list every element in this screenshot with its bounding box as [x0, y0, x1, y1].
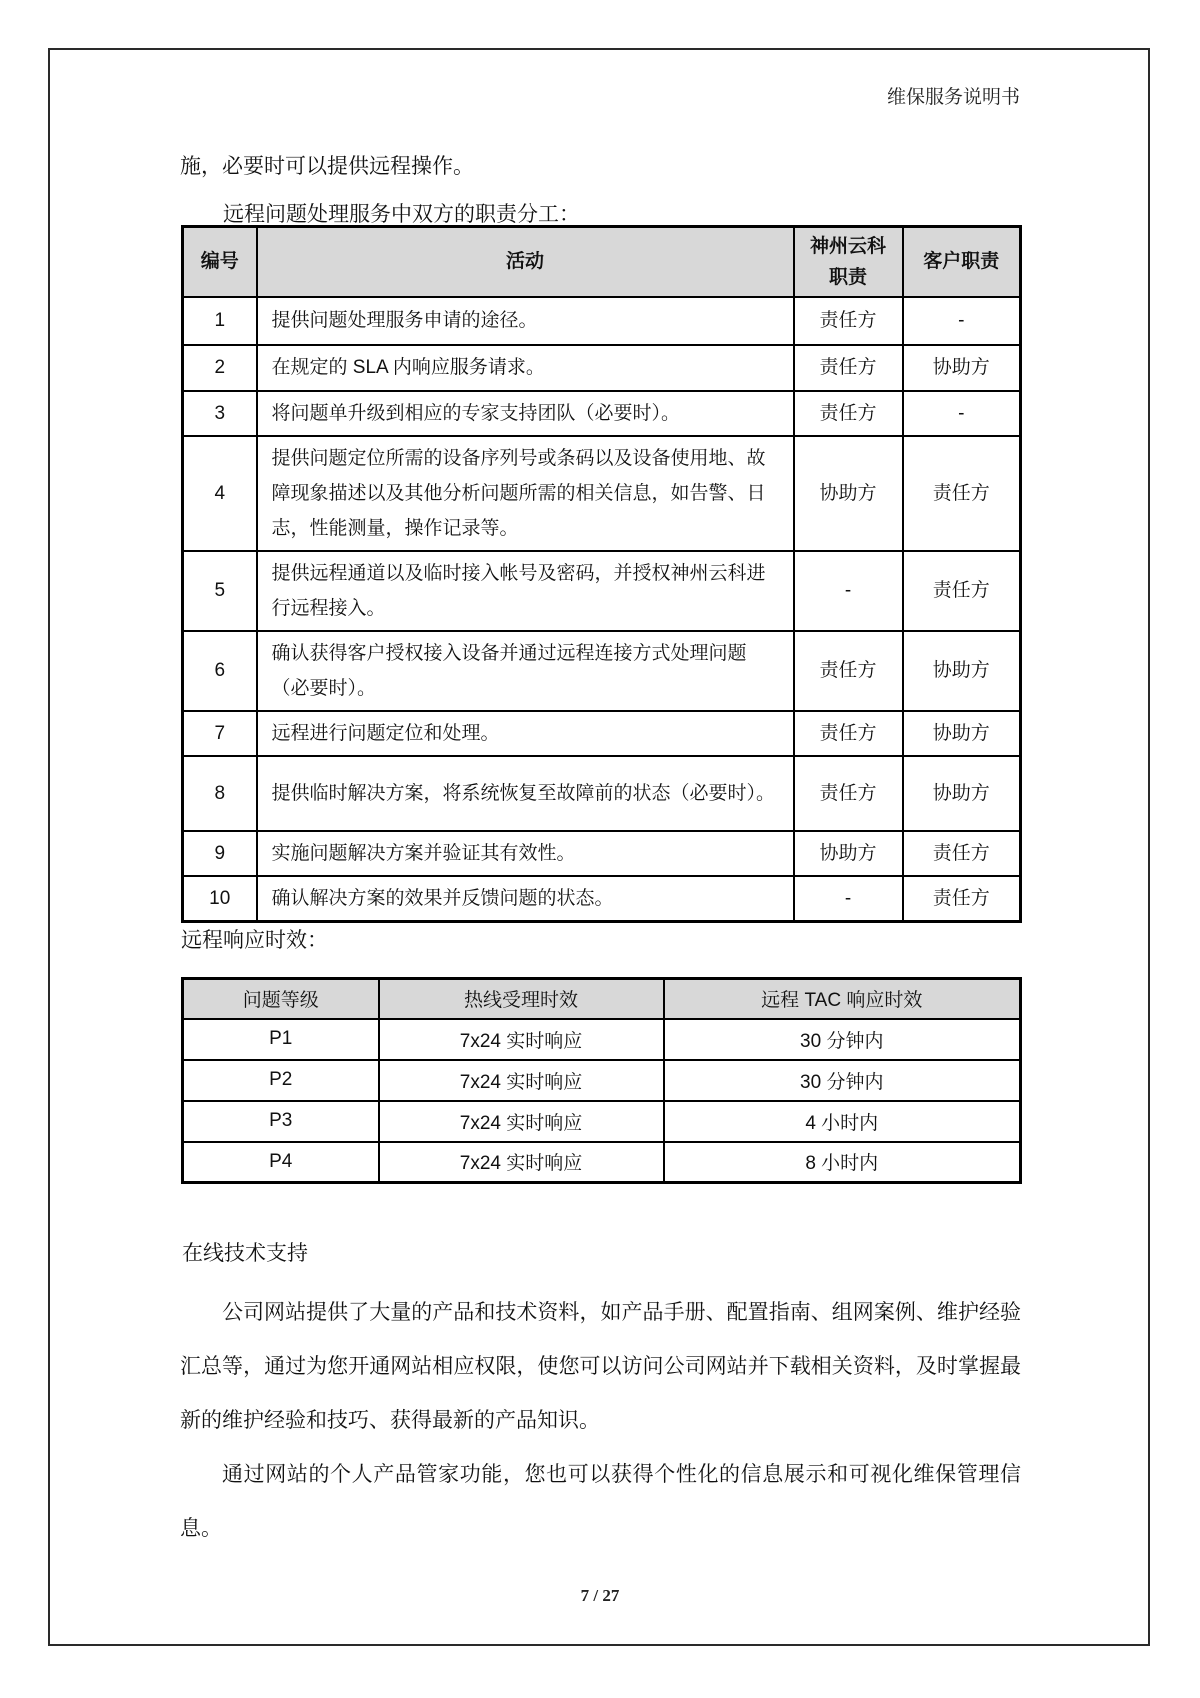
response-time-table — [181, 977, 1022, 1184]
page-number: 7 / 27 — [580, 1586, 620, 1605]
cell-dcn-role: 协助方 — [794, 436, 903, 551]
cell-activity: 提供远程通道以及临时接入帐号及密码，并授权神州云科进行远程接入。 — [257, 551, 794, 631]
table-row — [183, 345, 1021, 391]
cell-activity: 在规定的 SLA 内响应服务请求。 — [257, 345, 794, 391]
cell-customer-role: - — [903, 297, 1021, 345]
table-row — [183, 551, 1021, 631]
cell-no: 6 — [183, 631, 257, 711]
responsibility-table — [181, 225, 1022, 923]
cell-customer-role: 责任方 — [903, 831, 1021, 876]
cell-hotline: 7x24 实时响应 — [379, 1060, 664, 1101]
table-header-row — [183, 979, 1021, 1019]
cell-tac: 4 小时内 — [664, 1101, 1021, 1142]
cell-customer-role: 协助方 — [903, 756, 1021, 831]
cell-tac: 8 小时内 — [664, 1142, 1021, 1183]
cell-activity: 确认解决方案的效果并反馈问题的状态。 — [257, 876, 794, 922]
document-header-title: 维保服务说明书 — [886, 87, 1020, 108]
cell-customer-role: 协助方 — [903, 711, 1021, 756]
cell-activity: 提供问题定位所需的设备序列号或条码以及设备使用地、故障现象描述以及其他分析问题所需的相关信息，如告警、日志，性能测量，操作记录等。 — [257, 436, 794, 551]
cell-dcn-role: 责任方 — [794, 631, 903, 711]
cell-no: 1 — [183, 297, 257, 345]
cell-dcn-role: 责任方 — [794, 711, 903, 756]
table-header-row — [183, 227, 1021, 297]
cell-no: 2 — [183, 345, 257, 391]
table-row — [183, 756, 1021, 831]
cell-dcn-role: 责任方 — [794, 345, 903, 391]
cell-dcn-role: 责任方 — [794, 391, 903, 436]
table-row — [183, 1060, 1021, 1101]
header-cell-customer: 客户职责 — [903, 227, 1021, 297]
cell-dcn-role: 协助方 — [794, 831, 903, 876]
table-row — [183, 297, 1021, 345]
cell-hotline: 7x24 实时响应 — [379, 1101, 664, 1142]
intro-text-line2: 远程问题处理服务中双方的职责分工： — [223, 203, 580, 226]
response-time-title: 远程响应时效： — [181, 929, 328, 952]
cell-activity: 远程进行问题定位和处理。 — [257, 711, 794, 756]
cell-customer-role: 责任方 — [903, 551, 1021, 631]
cell-level: P1 — [183, 1019, 379, 1060]
intro-text-line1: 施，必要时可以提供远程操作。 — [180, 155, 474, 178]
header-cell-dcn-line2: 职责 — [828, 266, 867, 288]
header-cell-dcn-line1: 神州云科 — [809, 235, 886, 257]
cell-level: P2 — [183, 1060, 379, 1101]
table-row — [183, 1101, 1021, 1142]
cell-customer-role: 协助方 — [903, 345, 1021, 391]
cell-no: 4 — [183, 436, 257, 551]
online-support-heading: 在线技术支持 — [182, 1242, 308, 1265]
cell-no: 3 — [183, 391, 257, 436]
cell-tac: 30 分钟内 — [664, 1019, 1021, 1060]
paragraph: 公司网站提供了大量的产品和技术资料，如产品手册、配置指南、组网案例、维护经验汇总等，通过为您开通网站相应权限，使您可以访问公司网站并下载相关资料，及时掌握最新的维护经验和技巧、获得最新的产品知识。 — [180, 1301, 1021, 1432]
cell-no: 7 — [183, 711, 257, 756]
cell-no: 5 — [183, 551, 257, 631]
cell-level: P4 — [183, 1142, 379, 1183]
cell-activity: 提供问题处理服务申请的途径。 — [257, 297, 794, 345]
paragraph: 通过网站的个人产品管家功能，您也可以获得个性化的信息展示和可视化维保管理信息。 — [180, 1463, 1021, 1540]
cell-customer-role: 责任方 — [903, 436, 1021, 551]
cell-activity: 实施问题解决方案并验证其有效性。 — [257, 831, 794, 876]
cell-dcn-role: 责任方 — [794, 297, 903, 345]
header-cell-tac: 远程 TAC 响应时效 — [664, 979, 1021, 1019]
header-cell-level: 问题等级 — [183, 979, 379, 1019]
cell-activity: 将问题单升级到相应的专家支持团队（必要时）。 — [257, 391, 794, 436]
table-row — [183, 876, 1021, 922]
table-row — [183, 391, 1021, 436]
cell-hotline: 7x24 实时响应 — [379, 1019, 664, 1060]
table-row — [183, 831, 1021, 876]
cell-dcn-role: - — [794, 876, 903, 922]
header-cell-no: 编号 — [183, 227, 257, 297]
cell-no: 9 — [183, 831, 257, 876]
table-row — [183, 436, 1021, 551]
table-row — [183, 711, 1021, 756]
table-row — [183, 1142, 1021, 1183]
cell-no: 8 — [183, 756, 257, 831]
header-cell-dcn — [794, 227, 903, 297]
table-row — [183, 1019, 1021, 1060]
cell-customer-role: 责任方 — [903, 876, 1021, 922]
cell-hotline: 7x24 实时响应 — [379, 1142, 664, 1183]
header-cell-activity: 活动 — [257, 227, 794, 297]
cell-no: 10 — [183, 876, 257, 922]
cell-level: P3 — [183, 1101, 379, 1142]
cell-activity: 提供临时解决方案，将系统恢复至故障前的状态（必要时）。 — [257, 756, 794, 831]
online-support-paragraphs — [180, 1286, 1021, 1556]
cell-tac: 30 分钟内 — [664, 1060, 1021, 1101]
cell-customer-role: - — [903, 391, 1021, 436]
cell-customer-role: 协助方 — [903, 631, 1021, 711]
table-row — [183, 631, 1021, 711]
cell-activity: 确认获得客户授权接入设备并通过远程连接方式处理问题（必要时）。 — [257, 631, 794, 711]
header-cell-hotline: 热线受理时效 — [379, 979, 664, 1019]
cell-dcn-role: - — [794, 551, 903, 631]
cell-dcn-role: 责任方 — [794, 756, 903, 831]
